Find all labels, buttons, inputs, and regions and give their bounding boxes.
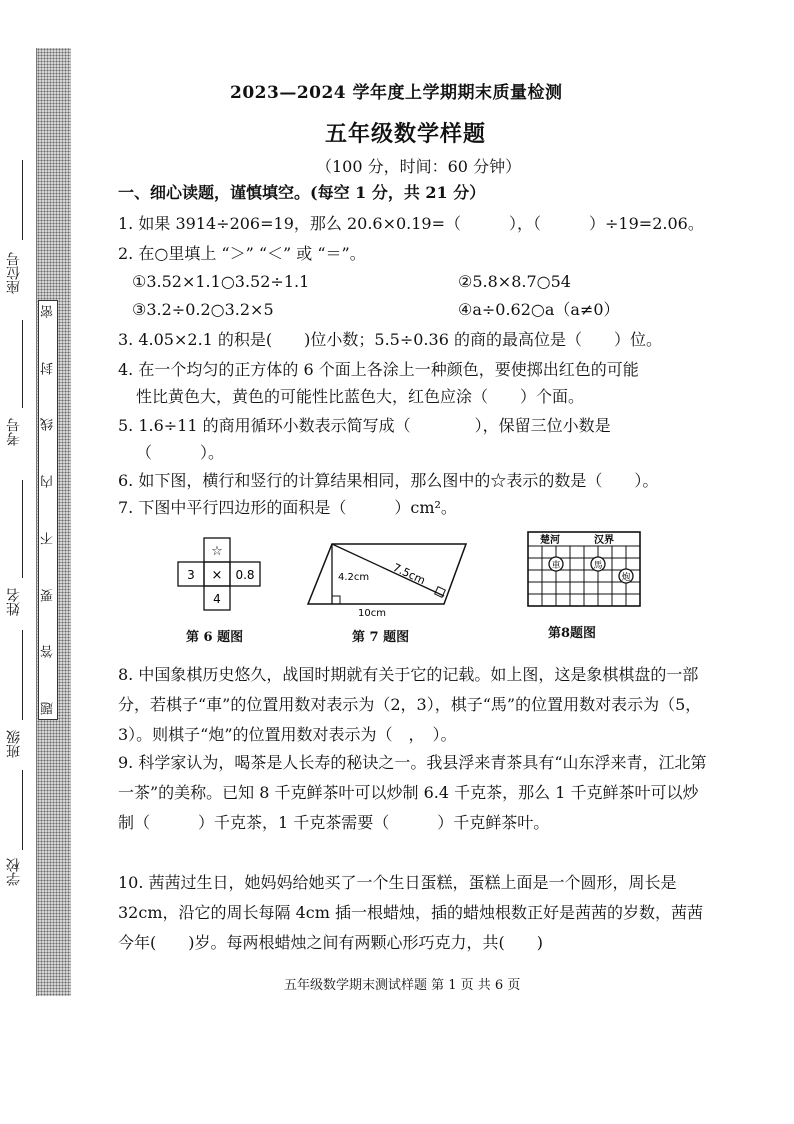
question-7: 7. 下图中平行四边形的面积是（ ）cm²。 — [118, 498, 457, 517]
seal-char: 封 — [40, 361, 56, 375]
class-line — [22, 630, 23, 720]
fig8-piece-pao: 炮 — [621, 573, 631, 583]
question-4-line-2: 性比黄色大，黄色的可能性比蓝色大，红色应涂（ ）个面。 — [136, 387, 585, 406]
seat-number-label: 座位号 — [6, 252, 22, 294]
school-label: 学校 — [6, 858, 22, 886]
question-1: 1. 如果 3914÷206=19，那么 20.6×0.19=（ ），（ ）÷19=2.06。 — [118, 214, 704, 233]
figure-6-cross-grid — [176, 536, 266, 616]
fig6-center: × — [211, 568, 223, 583]
exam-number-label: 考号 — [6, 418, 22, 446]
question-6: 6. 如下图，横行和竖行的计算结果相同，那么图中的☆表示的数是（ ）。 — [118, 471, 659, 490]
seal-char: 内 — [40, 475, 56, 489]
fig6-star: ☆ — [211, 544, 223, 559]
question-2-part-d: ④a÷0.62○a（a≠0） — [458, 300, 620, 319]
question-9: 9. 科学家认为，喝茶是人长寿的秘诀之一。我县浮来青茶具有“山东浮来青，江北第一茶”的美称。已知 8 千克鲜茶叶可以炒制 6.4 千克茶，那么 1 千克鲜茶叶可以炒制（ ）千克茶，1 千克茶需要（ ）千克鲜茶叶。 — [118, 753, 707, 832]
figure-8-chess-board — [526, 530, 644, 610]
fig6-bottom: 4 — [213, 592, 221, 606]
question-2-part-b: ②5.8×8.7○54 — [458, 272, 571, 291]
binding-margin — [0, 0, 72, 1124]
question-2: 2. 在○里填上 “＞” “＜” 或 “＝”。 — [118, 244, 366, 263]
name-label: 姓名 — [6, 588, 22, 616]
question-4-line-1: 4. 在一个均匀的正方体的 6 个面上各涂上一种颜色，要使掷出红色的可能 — [118, 360, 639, 379]
seal-line-box — [38, 300, 58, 720]
fig7-diagonal: 7.5cm — [390, 560, 428, 588]
question-8: 8. 中国象棋历史悠久，战国时期就有关于它的记载。如上图，这是象棋棋盘的一部分，若棋子“車”的位置用数对表示为（2，3），棋子“馬”的位置用数对表示为（5，3）。则棋子“炮”的位置用数对表示为（ ， ）。 — [118, 665, 702, 744]
exam-subject-title: 五年级数学样题 — [325, 121, 487, 147]
section-heading: 一、细心读题，谨慎填空。(每空 1 分，共 21 分） — [118, 183, 486, 202]
seal-char: 要 — [40, 588, 56, 602]
fig7-base: 10cm — [358, 608, 386, 619]
fig8-piece-ma: 馬 — [593, 561, 603, 571]
exam-year-title: 2023—2024 学年度上学期期末质量检测 — [230, 83, 563, 103]
question-2-part-c: ③3.2÷0.2○3.2×5 — [132, 300, 274, 319]
page-footer: 五年级数学期末测试样题 第 1 页 共 6 页 — [284, 978, 521, 993]
school-line — [22, 770, 23, 850]
exam-meta: （100 分，时间：60 分钟） — [316, 157, 522, 176]
figure-7-caption: 第 7 题图 — [352, 630, 410, 645]
seat-number-line — [22, 160, 23, 240]
question-5-line-1: 5. 1.6÷11 的商用循环小数表示简写成（ ），保留三位小数是 — [118, 416, 611, 435]
question-10: 10. 茜茜过生日，她妈妈给她买了一个生日蛋糕，蛋糕上面是一个圆形，周长是 32cm，沿它的周长每隔 4cm 插一根蜡烛，插的蜡烛根数正好是茜茜的岁数，茜茜今年( )岁。每两根蜡烛之间有两颗心形巧克力，共( ) — [118, 873, 703, 952]
class-label: 班级 — [6, 730, 22, 758]
fig6-right: 0.8 — [235, 568, 255, 582]
question-3: 3. 4.05×2.1 的积是( )位小数；5.5÷0.36 的商的最高位是（ ）位。 — [118, 330, 662, 349]
fig7-height: 4.2cm — [338, 572, 370, 583]
seal-char: 不 — [40, 531, 56, 545]
seal-char: 线 — [40, 418, 56, 432]
seal-char: 密 — [40, 305, 56, 318]
fig8-piece-ju: 車 — [551, 561, 561, 571]
seal-char: 答 — [40, 645, 56, 659]
question-5-line-2: （ ）。 — [136, 443, 225, 462]
figure-7-parallelogram — [296, 540, 476, 620]
figure-6-caption: 第 6 题图 — [186, 630, 244, 645]
fig8-river-left: 楚河 — [540, 535, 560, 546]
exam-number-line — [22, 320, 23, 408]
name-line — [22, 480, 23, 578]
fig6-left: 3 — [187, 568, 195, 582]
seal-char: 题 — [40, 701, 56, 715]
fig8-river-right: 汉界 — [594, 535, 614, 546]
figure-8-caption: 第8题图 — [548, 626, 597, 641]
question-2-part-a: ①3.52×1.1○3.52÷1.1 — [132, 272, 310, 291]
